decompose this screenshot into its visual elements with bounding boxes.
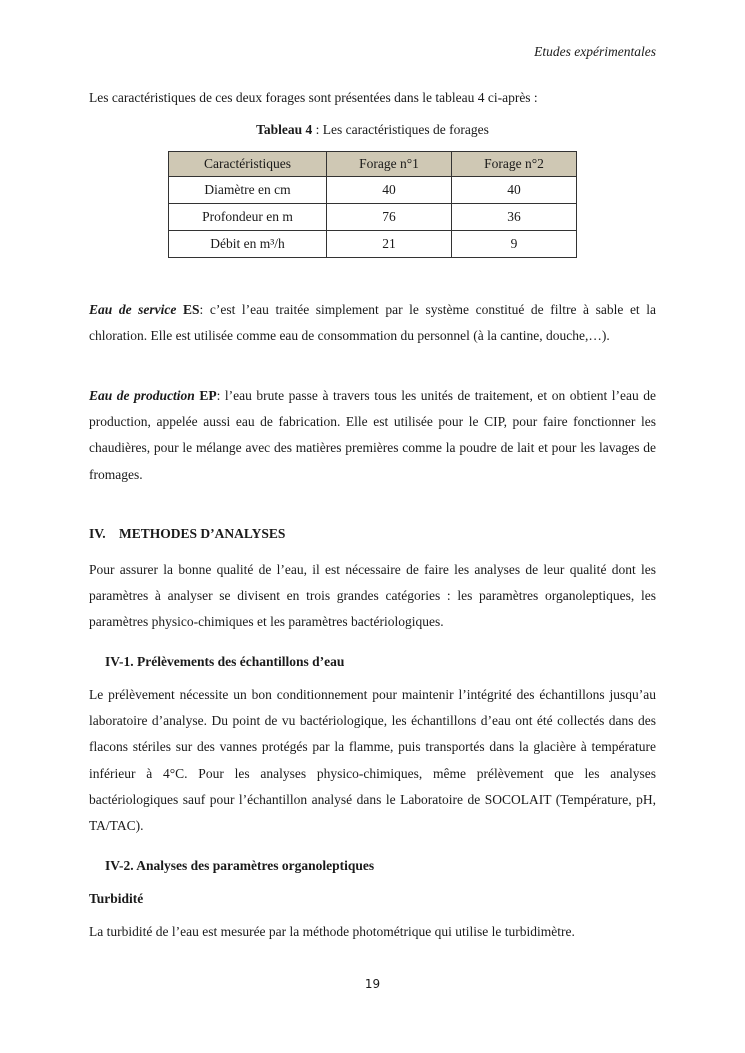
column-header: Caractéristiques [169, 152, 327, 177]
table-header-row [169, 152, 577, 177]
term-code-ep: EP [199, 388, 217, 403]
column-header: Forage n°2 [452, 152, 577, 177]
page-number: 19 [364, 977, 381, 991]
table-caption [0, 122, 745, 138]
section-iv-1-paragraph: Le prélèvement nécessite un bon conditionnement pour maintenir l’intégrité des échantillons jusqu’au laboratoire d’analyse. Du point de vu bactériologique, les échantillons d’eau ont été collectés dans des flacons stériles sur des vannes protégés par la flamme, puis transportés dans la glacière à température inférieur à 4°C. Pour les analyses physico-chimiques, même prélèvement que les analyses bactériologiques sauf pour l’échantillon analysé dans le Laboratoire de SOCOLAIT (Température, pH, TA/TAC). [89, 687, 656, 834]
table-caption-text: : Les caractéristiques de forages [312, 122, 489, 137]
turbidite-paragraph: La turbidité de l’eau est mesurée par la méthode photométrique qui utilise le turbidimètre. [89, 924, 575, 939]
table-row [169, 177, 577, 204]
table-cell: Diamètre en cm [169, 177, 327, 204]
section-number: IV. [89, 526, 106, 541]
table-cell: 40 [327, 177, 452, 204]
table-cell: 36 [452, 204, 577, 231]
term-eau-de-production: Eau de production [89, 388, 195, 403]
table-cell: 76 [327, 204, 452, 231]
forages-table [168, 151, 577, 258]
table-row [169, 231, 577, 258]
subsection-heading-iv-2: IV-2. Analyses des paramètres organoleptiques [105, 858, 375, 873]
column-header: Forage n°1 [327, 152, 452, 177]
term-eau-de-service: Eau de service [89, 302, 177, 317]
table-cell: 9 [452, 231, 577, 258]
table-caption-label: Tableau 4 [256, 122, 313, 137]
section-heading-iv [89, 526, 285, 542]
section-iv-paragraph: Pour assurer la bonne qualité de l’eau, il est nécessaire de faire les analyses de leur qualité dont les paramètres à analyser se divisent en trois grandes catégories : les paramètres organoleptiques, les paramètres physico-chimiques et les paramètres bactériologiques. [89, 562, 656, 630]
eau-de-service-text: : c’est l’eau traitée simplement par le système constitué de filtre à sable et la chloration. Elle est utilisée comme eau de consommation du personnel (à la cantine, douche,…). [89, 302, 657, 344]
term-code-es: ES [183, 302, 200, 317]
table-cell: 21 [327, 231, 452, 258]
table-cell: 40 [452, 177, 577, 204]
turbidite-heading: Turbidité [89, 891, 144, 906]
table-cell: Profondeur en m [169, 204, 327, 231]
section-title: METHODES D’ANALYSES [119, 526, 286, 541]
intro-paragraph: Les caractéristiques de ces deux forages sont présentées dans le tableau 4 ci-après : [89, 90, 538, 105]
running-header: Etudes expérimentales [534, 44, 656, 59]
eau-de-production-paragraph [89, 383, 656, 488]
eau-de-service-paragraph [89, 297, 656, 349]
table-cell: Débit en m³/h [169, 231, 327, 258]
subsection-heading-iv-1: IV-1. Prélèvements des échantillons d’eau [105, 654, 345, 669]
eau-de-production-text: : l’eau brute passe à travers tous les unités de traitement, et on obtient l’eau de production, appelée aussi eau de fabrication. Elle est utilisée pour le CIP, pour faire fonctionner les chaudières, pour le mélange avec des matières premières comme la poudre de lait et pour les lavages de fromages. [89, 388, 656, 482]
table-row [169, 204, 577, 231]
